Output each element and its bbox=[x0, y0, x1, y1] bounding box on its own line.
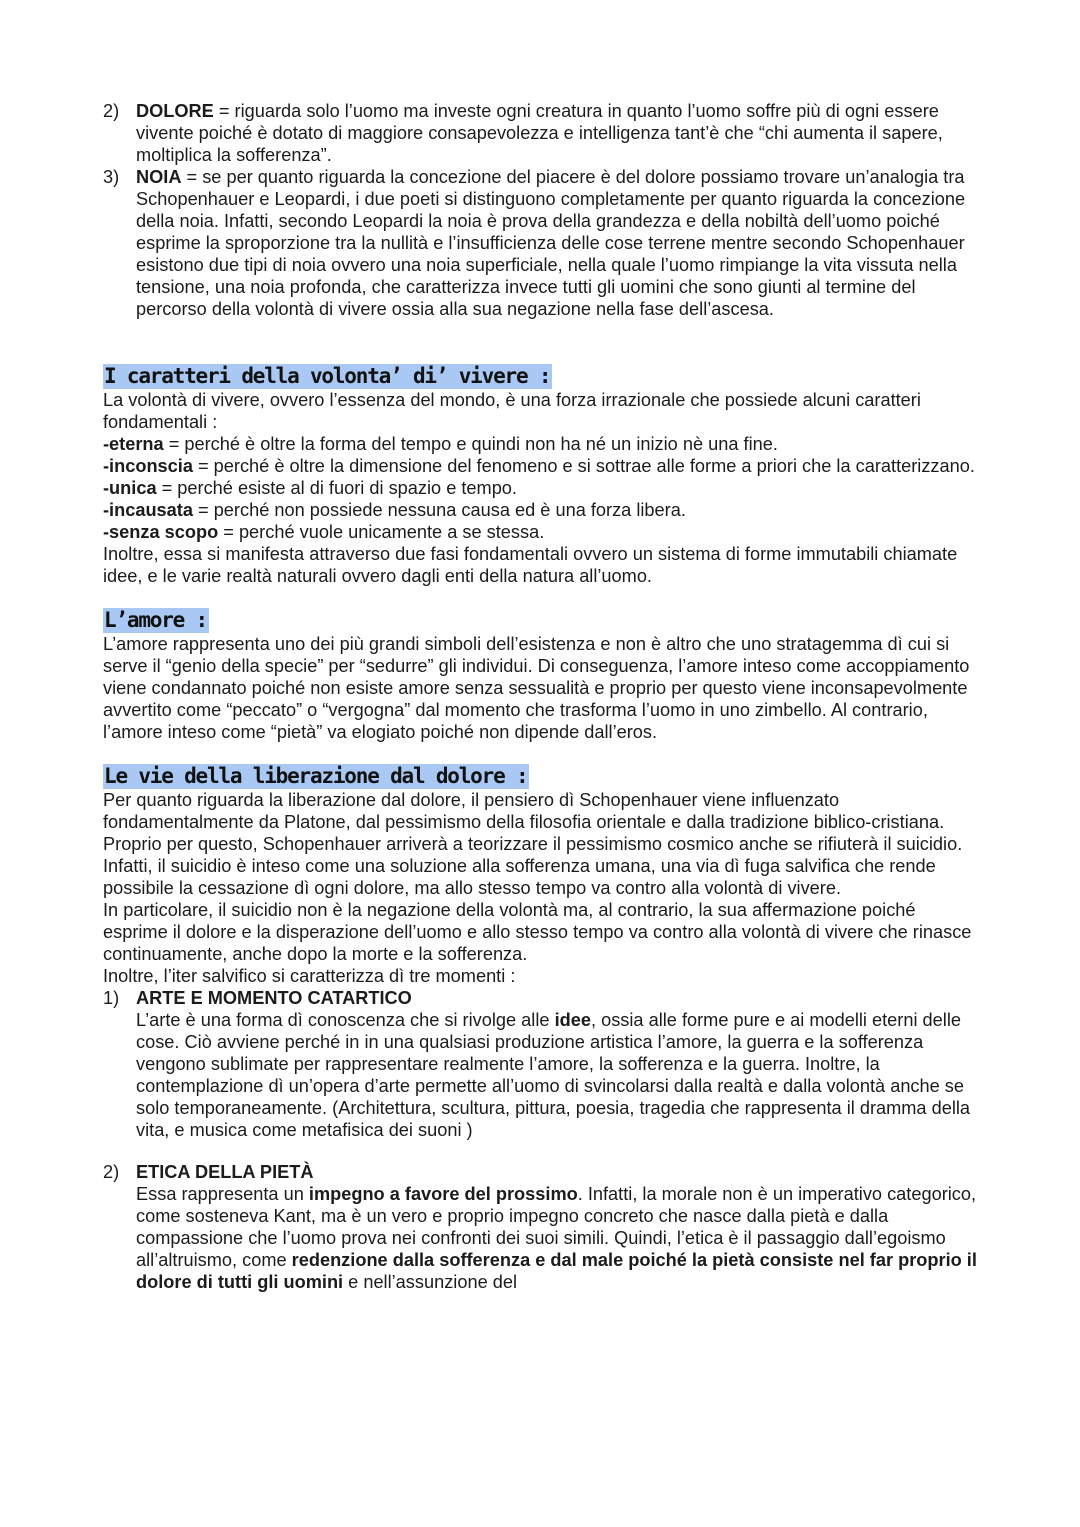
etica-text-2: . Infatti, la morale non è un imperativo categorico, come sosteneva Kant, ma è un vero e proprio impegno concreto che nasce dalla pietà e dalla compassione che l’uomo prova nei confronti dei suoi simili. Quindi, l’etica è il passaggio dall’egoismo all’altruismo, come bbox=[136, 1184, 977, 1270]
list-item-etica bbox=[103, 1161, 983, 1293]
list-item-dolore bbox=[103, 100, 983, 166]
etica-paragraph bbox=[136, 1183, 983, 1293]
amore-paragraph: L’amore rappresenta uno dei più grandi simboli dell’esistenza e non è altro che uno stratagemma dì cui si serve il “genio della specie” per “sedurre” gli individui. Di conseguenza, l’amore inteso come accoppiamento viene condannato poiché non esiste amore senza sessualità e proprio per questo viene inconsapevolmente avvertito come “peccato” o “vergogna” dal momento che trasforma l’uomo in uno zimbello. Al contrario, l’amore inteso come “pietà” va elogiato poiché non dipende dall’eros. bbox=[103, 634, 970, 742]
term-eterna: -eterna bbox=[103, 434, 164, 454]
liberazione-paragraph-1: Per quanto riguarda la liberazione dal dolore, il pensiero dì Schopenhauer viene influenzato fondamentalmente da Platone, dal pessimismo della filosofia orientale e dalla tradizione biblico-cristiana. Proprio per questo, Schopenhauer arriverà a teorizzare il pessimismo cosmico anche se rifiuterà il suicidio. Infatti, il suicidio è inteso come una soluzione alla sofferenza umana, una via dì fuga salvifica che rende possibile la cessazione dì ogni dolore, ma allo stesso tempo va contro alla volontà di vivere. bbox=[103, 790, 963, 898]
arte-text-2: , ossia alle forme pure e ai modelli eterni delle cose. Ciò avviene perché in in una qualsiasi produzione artistica l’amore, la guerra e la sofferenza vengono sublimate per rappresentare realmente l’amore, la sofferenza e la guerra. Inoltre, la contemplazione dì un’opera d’arte permette all’uomo di svincolarsi dalla realtà e dalla volontà anche se solo temporaneamente. (Architettura, scultura, pittura, poesia, tragedia che rappresenta il dramma della vita, e musica come metafisica dei suoni ) bbox=[136, 1010, 971, 1140]
arte-title bbox=[136, 987, 983, 1009]
list-item-noia bbox=[103, 166, 983, 320]
list-item-arte bbox=[103, 987, 983, 1141]
arte-paragraph bbox=[136, 1009, 983, 1141]
incausata-description: = perché non possiede nessuna causa ed è una forza libera. bbox=[192, 500, 686, 520]
list-item-text bbox=[136, 100, 983, 166]
term-dolore: DOLORE bbox=[136, 101, 214, 121]
liberazione-paragraph-2: In particolare, il suicidio non è la negazione della volontà ma, al contrario, la sua affermazione poiché esprime il dolore e la disperazione dell’uomo e allo stesso tempo va contro alla volontà di vivere che rinasce continuamente, anche dopo la morte e la sofferenza. bbox=[103, 900, 972, 964]
heading-amore: L’amore : bbox=[104, 608, 207, 632]
character-item-eterna bbox=[103, 433, 983, 455]
etica-title-text: ETICA DELLA PIETÀ bbox=[136, 1162, 314, 1182]
arte-title-text: ARTE E MOMENTO CATARTICO bbox=[136, 988, 412, 1008]
heading-liberazione: Le vie della liberazione dal dolore : bbox=[104, 764, 528, 788]
unica-description: = perché esiste al di fuori di spazio e tempo. bbox=[156, 478, 517, 498]
list-number: 1) bbox=[103, 988, 120, 1008]
liberazione-paragraph-3: Inoltre, l’iter salvifico si caratterizza dì tre momenti : bbox=[103, 966, 516, 986]
term-inconscia: -inconscia bbox=[103, 456, 193, 476]
caratteri-closing: Inoltre, essa si manifesta attraverso due fasi fondamentali ovvero un sistema di forme immutabili chiamate idee, e le varie realtà naturali ovvero dagli enti della natura all’uomo. bbox=[103, 544, 958, 586]
etica-title bbox=[136, 1161, 983, 1183]
senza-scopo-description: = perché vuole unicamente a se stessa. bbox=[218, 522, 545, 542]
list-number: 2) bbox=[103, 1162, 120, 1182]
inconscia-description: = perché è oltre la dimensione del fenomeno e si sottrae alle forme a priori che la caratterizzano. bbox=[192, 456, 975, 476]
term-unica: -unica bbox=[103, 478, 157, 498]
term-noia: NOIA bbox=[136, 167, 182, 187]
arte-text-1: L’arte è una forma dì conoscenza che si rivolge alle bbox=[136, 1010, 555, 1030]
eterna-description: = perché è oltre la forma del tempo e quindi non ha né un inizio nè una fine. bbox=[163, 434, 778, 454]
list-item-text bbox=[136, 166, 983, 320]
page-content bbox=[103, 100, 983, 1293]
character-item-incausata bbox=[103, 499, 983, 521]
term-incausata: -incausata bbox=[103, 500, 193, 520]
list-number: 2) bbox=[103, 101, 120, 121]
term-senza-scopo: -senza scopo bbox=[103, 522, 219, 542]
heading-caratteri: I caratteri della volonta’ di’ vivere : bbox=[104, 364, 551, 388]
dolore-description: = riguarda solo l’uomo ma investe ogni creatura in quanto l’uomo soffre più di ogni essere vivente poiché è dotato di maggiore consapevolezza e intelligenza tant’è che “chi aumenta il sapere, moltiplica la sofferenza”. bbox=[136, 101, 943, 165]
etica-text-1: Essa rappresenta un bbox=[136, 1184, 309, 1204]
etica-bold-redenzione: redenzione dalla sofferenza e dal male poiché la pietà consiste nel far proprio il dolore di tutti gli uomini bbox=[136, 1250, 977, 1292]
etica-text-3: e nell’assunzione del bbox=[343, 1272, 518, 1292]
caratteri-intro: La volontà di vivere, ovvero l’essenza del mondo, è una forza irrazionale che possiede alcuni caratteri fondamentali : bbox=[103, 390, 921, 432]
character-item-unica bbox=[103, 477, 983, 499]
list-number: 3) bbox=[103, 167, 120, 187]
character-item-inconscia bbox=[103, 455, 983, 477]
noia-description: = se per quanto riguarda la concezione del piacere è del dolore possiamo trovare un’analogia tra Schopenhauer e Leopardi, i due poeti si distinguono completamente per quanto riguarda la concezione della noia. Infatti, secondo Leopardi la noia è prova della grandezza e della nobiltà dell’uomo poiché esprime la sproporzione tra la nullità e l’insufficienza delle cose terrene mentre secondo Schopenhauer esistono due tipi di noia ovvero una noia superficiale, nella quale l’uomo rimpiange la vita vissuta nella tensione, una noia profonda, che caratterizza invece tutti gli uomini che sono giunti al termine del percorso della volontà di vivere ossia alla sua negazione nella fase dell’ascesa. bbox=[136, 167, 966, 319]
arte-bold-idee: idee bbox=[554, 1010, 591, 1030]
character-item-senza-scopo bbox=[103, 521, 983, 543]
etica-bold-impegno: impegno a favore del prossimo bbox=[308, 1184, 578, 1204]
